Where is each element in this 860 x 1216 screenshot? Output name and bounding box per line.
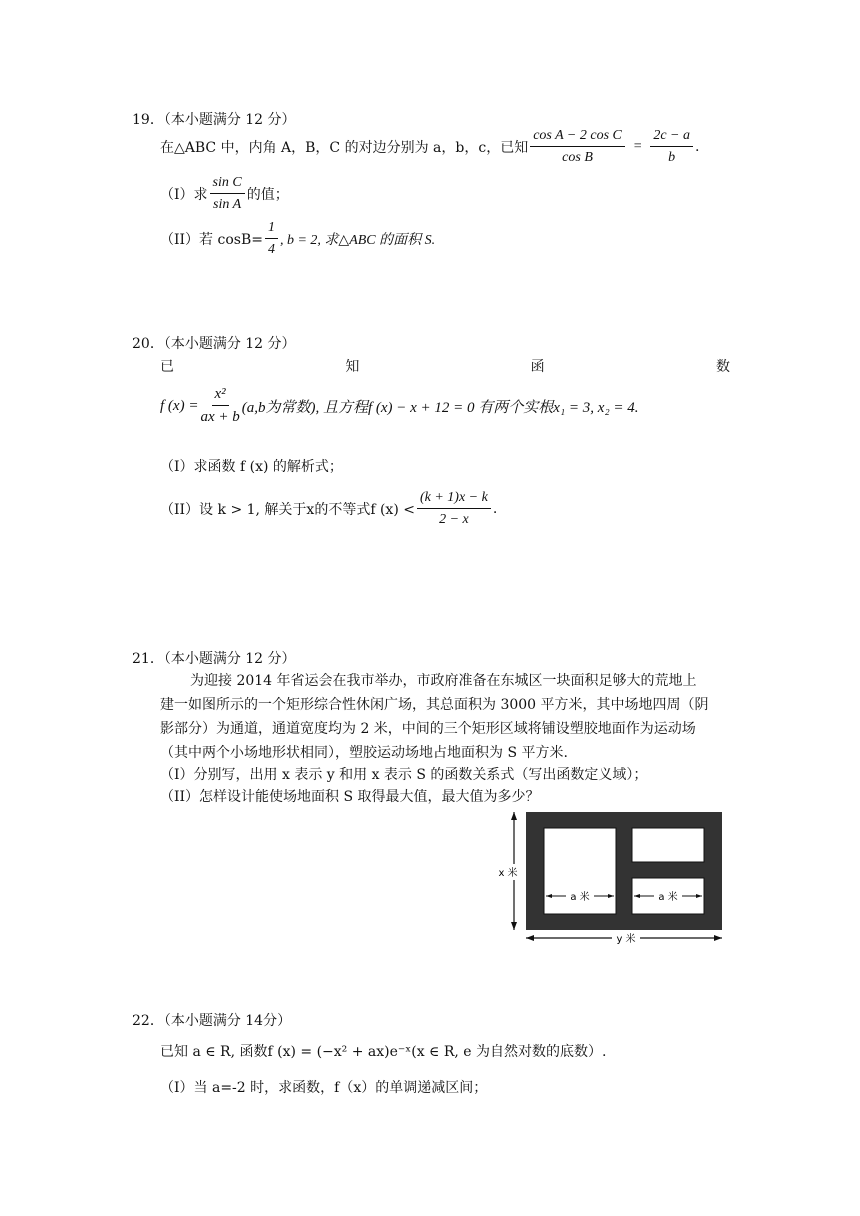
q21-part2: （II）怎样设计能使场地面积 S 取得最大值，最大值为多少？ bbox=[160, 789, 540, 805]
q20-spread-line bbox=[160, 356, 730, 376]
q20-part2-den: 2 − x bbox=[439, 512, 469, 527]
q20-f-fraction bbox=[200, 386, 239, 426]
q21-line-4: （其中两个小场地形状相同），塑胶运动场地占地面积为 S 平方米. bbox=[160, 745, 568, 761]
q19-eq-rhs-num: 2c − a bbox=[650, 128, 693, 147]
q19-part2-prefix: （II）若 cosB= bbox=[160, 232, 263, 248]
q21-figure-small-field-top bbox=[632, 828, 704, 862]
q19-part2-fraction bbox=[265, 220, 278, 258]
q20-function-def bbox=[160, 386, 639, 426]
q19-condition bbox=[160, 128, 699, 166]
q21-figure-y-arrow-left bbox=[526, 935, 534, 941]
q20-f-num: x² bbox=[212, 386, 229, 406]
q19-eq-sign: = bbox=[632, 139, 643, 154]
q19-part2-num: 1 bbox=[265, 220, 278, 239]
q19-part1-fraction bbox=[210, 175, 245, 213]
q21-figure-svg bbox=[496, 808, 728, 948]
q19-part2-den: 4 bbox=[267, 242, 275, 257]
q20-part2-suffix: . bbox=[492, 501, 498, 517]
q19-part1-prefix: （I）求 bbox=[160, 187, 208, 203]
q21-part1: （I）分别写，出用 x 表示 y 和用 x 表示 S 的函数关系式（写出函数定义域）； bbox=[160, 767, 648, 783]
q19-eq-lhs-den: cos B bbox=[562, 150, 593, 165]
q19-line1-suffix: . bbox=[694, 139, 700, 155]
q19-part2-suffix: , b = 2, 求△ABC 的面积 S. bbox=[279, 233, 436, 248]
q21-figure-x-label: x 米 bbox=[498, 868, 518, 879]
q21-line-1: 为迎接 2014 年省运会在我市举办，市政府准备在东城区一块面积足够大的荒地上 bbox=[190, 673, 697, 689]
q21-figure-y-arrow-right bbox=[714, 935, 722, 941]
q19-part1-suffix: 的值； bbox=[246, 187, 289, 203]
q19-part1-num: sin C bbox=[210, 175, 245, 194]
q20-part2-num: (k + 1)x − k bbox=[417, 490, 491, 509]
q20-header: 20．（本小题满分 12 分） bbox=[132, 336, 296, 352]
q20-word-2: 知 bbox=[345, 359, 360, 375]
q20-word-3: 函 bbox=[530, 359, 545, 375]
q20-word-1: 已 bbox=[160, 359, 174, 375]
q20-part2-prefix: （II）设 k > 1, 解关于x的不等式f (x) < bbox=[160, 502, 415, 518]
q21-figure bbox=[496, 808, 728, 948]
q22-part1: （I）当 a=-2 时，求函数，f（x）的单调递减区间； bbox=[160, 1080, 488, 1096]
q19-part1-den: sin A bbox=[213, 197, 242, 212]
q21-figure-a2-label: a 米 bbox=[658, 892, 678, 903]
q19-header: 19．（本小题满分 12 分） bbox=[132, 112, 296, 128]
q19-eq-rhs-fraction bbox=[650, 128, 693, 166]
q22-line1: 已知 a ∈ R, 函数f (x) = (−x² + ax)e⁻ˣ(x ∈ R, e 为自然对数的底数）. bbox=[160, 1044, 607, 1060]
q22-header: 22．（本小题满分 14分） bbox=[132, 1013, 292, 1029]
q20-word-4: 数 bbox=[715, 359, 730, 375]
q21-header: 21．（本小题满分 12 分） bbox=[132, 651, 296, 667]
q20-f-lhs: f (x) = bbox=[160, 397, 199, 414]
q21-figure-y-label: y 米 bbox=[616, 934, 636, 945]
q20-part2 bbox=[160, 490, 497, 528]
q19-eq-lhs-num: cos A − 2 cos C bbox=[530, 128, 625, 147]
q19-line1-prefix: 在△ABC 中，内角 A，B，C 的对边分别为 a，b，c，已知 bbox=[160, 140, 529, 156]
q21-line-3: 影部分）为通道，通道宽度均为 2 米，中间的三个矩形区域将铺设塑胶地面作为运动场 bbox=[160, 721, 696, 737]
q21-figure-x-arrow-bottom bbox=[511, 922, 517, 930]
q20-f-den: ax + b bbox=[200, 409, 240, 425]
q19-eq-lhs-fraction bbox=[530, 128, 625, 166]
q21-figure-x-arrow-top bbox=[511, 812, 517, 820]
q20-f-rest: (a,b为常数), 且方程f (x) − x + 12 = 0 有两个实根x₁ = 3, x₂ = 4. bbox=[241, 399, 639, 416]
q19-part2 bbox=[160, 220, 435, 258]
q21-figure-a1-label: a 米 bbox=[570, 892, 590, 903]
q20-part1: （I）求函数 f (x) 的解析式； bbox=[160, 459, 343, 475]
q20-part2-fraction bbox=[417, 490, 491, 528]
q19-part1 bbox=[160, 175, 289, 213]
q21-line-2: 建一如图所示的一个矩形综合性休闲广场，其总面积为 3000 平方米，其中场地四周（阴 bbox=[160, 697, 709, 713]
q19-eq-rhs-den: b bbox=[668, 150, 676, 165]
